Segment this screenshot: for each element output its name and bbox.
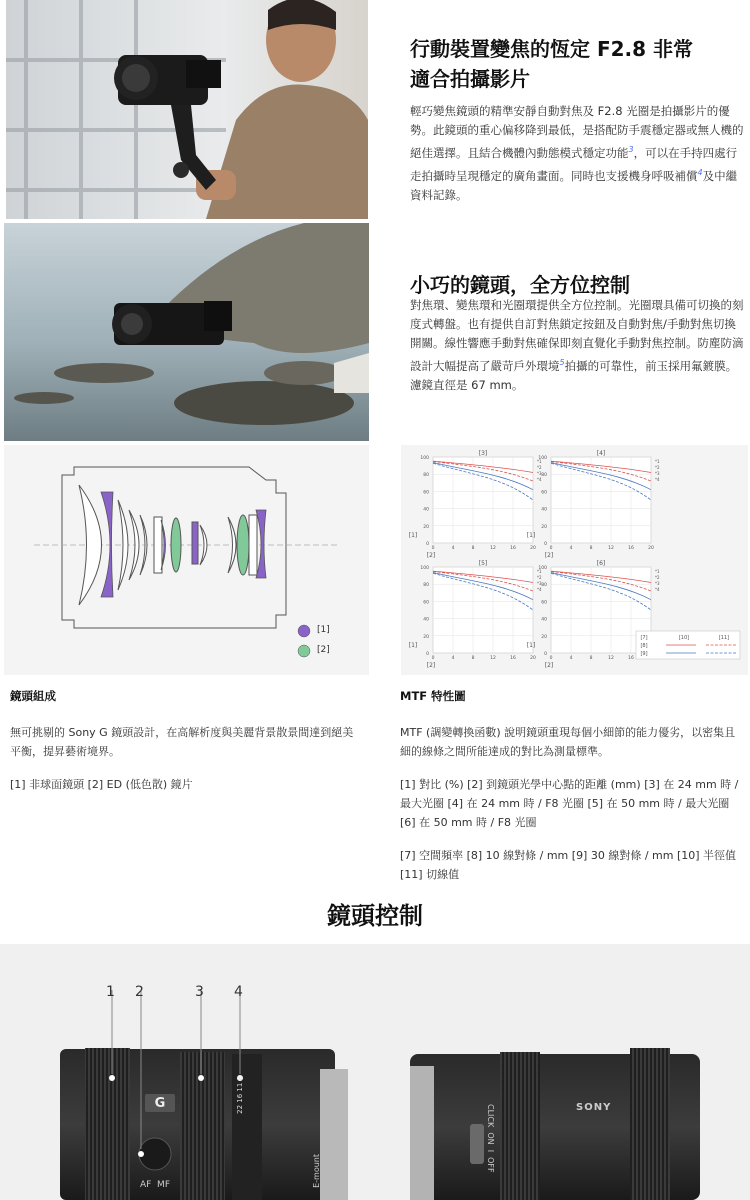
mtf-panel-title: [4] bbox=[596, 450, 606, 457]
mtf-series-label: *2 bbox=[537, 575, 542, 580]
mtf-x-tick: 20 bbox=[530, 546, 536, 551]
mtf-x-tick: 20 bbox=[648, 546, 654, 551]
mtf-x-tick: 0 bbox=[431, 656, 435, 661]
mtf-series-label: *3 bbox=[655, 581, 660, 586]
mtf-series-label: *4 bbox=[655, 587, 660, 592]
mtf-x-tick: 20 bbox=[530, 656, 536, 661]
mtf-panel-title: [3] bbox=[478, 450, 488, 457]
mtf-title: MTF 特性圖 bbox=[400, 689, 466, 703]
mtf-y-tick: 20 bbox=[541, 634, 547, 640]
mtf-y-tick: 60 bbox=[423, 600, 429, 606]
mtf-x-tick: 16 bbox=[510, 546, 516, 551]
mtf-series-label: *4 bbox=[655, 477, 660, 482]
mtf-x-tick: 12 bbox=[608, 656, 614, 661]
section1-title-line1: 行動裝置變焦的恆定 F2.8 非常 bbox=[410, 37, 694, 61]
section1-body-text-3: 及中繼資料記錄。 bbox=[410, 168, 738, 202]
mtf-y-tick: 100 bbox=[538, 566, 547, 571]
lens-construction-title: 鏡頭組成 bbox=[10, 689, 56, 703]
mtf-series-label: *1 bbox=[537, 569, 542, 574]
mtf-x-tick: 4 bbox=[569, 546, 573, 551]
callout-2[interactable]: 2 bbox=[135, 984, 144, 1000]
mtf-y-tick: 100 bbox=[420, 566, 429, 571]
section1-body-text: 輕巧變焦鏡頭的精準安靜自動對焦及 F2.8 光圈是拍攝影片的優勢。此鏡頭的重心偏移降到最低，是搭配防手震穩定器或無人機的絕佳選擇。且結合機體內動態模式穩定功能 bbox=[410, 104, 744, 160]
mtf-x-tick: 8 bbox=[589, 656, 593, 661]
mtf-y-tick: 20 bbox=[541, 524, 547, 530]
mtf-series-label: *1 bbox=[655, 569, 660, 574]
click-switch-label[interactable]: CLICK ON I OFF bbox=[486, 1104, 495, 1173]
mtf-legend-1: [1] 對比 (%) [2] 到鏡頭光學中心點的距離 (mm) [3] 在 24 mm 時 / 最大光圈 [4] 在 24 mm 時 / F8 光圈 [5] 在 50 mm 時 / 最大光圈 [6] 在 50 mm 時 / F8 光圈 bbox=[400, 778, 739, 829]
gimbal-camera-photo bbox=[6, 0, 368, 219]
sony-brand-label: SONY bbox=[576, 1102, 612, 1113]
aspherical-swatch bbox=[298, 625, 310, 637]
af-mf-switch-label[interactable]: AF MF bbox=[140, 1180, 170, 1190]
mtf-x-tick: 8 bbox=[471, 546, 475, 551]
footnote-ref-3[interactable]: 3 bbox=[628, 145, 634, 154]
mtf-legend-header: [7] bbox=[640, 635, 648, 641]
lens-control-illustration bbox=[0, 944, 750, 1200]
zoom-scale-text: 22 16 11 8 bbox=[236, 1076, 244, 1114]
mtf-charts bbox=[401, 445, 748, 675]
mtf-y-tick: 40 bbox=[541, 617, 547, 623]
mtf-x-tick: 0 bbox=[549, 546, 553, 551]
mtf-x-tick: 4 bbox=[569, 656, 573, 661]
mtf-y-tick: 80 bbox=[423, 473, 429, 479]
mtf-panel-title: [6] bbox=[596, 560, 606, 567]
mtf-y-tick: 100 bbox=[420, 456, 429, 461]
lens-control-heading: 鏡頭控制 bbox=[327, 902, 423, 930]
lens-construction-legend: [1] 非球面鏡頭 [2] ED (低色散) 鏡片 bbox=[10, 778, 193, 791]
mtf-x-tick: 16 bbox=[628, 656, 634, 661]
mtf-y-tick: 80 bbox=[541, 583, 547, 589]
mtf-x-tick: 16 bbox=[628, 546, 634, 551]
mtf-x-label: [2] bbox=[426, 662, 436, 669]
mtf-desc: MTF (調變轉換函數) 說明鏡頭重現每個小細節的能力優劣，以密集且細的線條之間所能達成的對比為測量標準。 bbox=[400, 726, 736, 758]
mtf-x-label: [2] bbox=[544, 662, 554, 669]
mtf-y-tick: 40 bbox=[423, 617, 429, 623]
section2-title: 小巧的鏡頭，全方位控制 bbox=[410, 273, 630, 297]
mtf-x-tick: 12 bbox=[608, 546, 614, 551]
mtf-panel-title: [5] bbox=[478, 560, 488, 567]
mtf-series-label: *2 bbox=[655, 465, 660, 470]
mtf-y-label: [1] bbox=[408, 532, 418, 539]
mtf-x-tick: 8 bbox=[589, 546, 593, 551]
footnote-ref-5[interactable]: 5 bbox=[559, 358, 565, 367]
mtf-legend-row: [8] bbox=[640, 643, 648, 649]
mtf-series-label: *4 bbox=[537, 477, 542, 482]
mtf-y-tick: 0 bbox=[426, 542, 429, 547]
mtf-y-tick: 60 bbox=[541, 490, 547, 496]
lens-control-panel bbox=[0, 944, 750, 1200]
callout-1[interactable]: 1 bbox=[106, 984, 115, 1000]
mtf-x-tick: 12 bbox=[490, 656, 496, 661]
lens-construction-diagram bbox=[4, 445, 369, 675]
mtf-x-label: [2] bbox=[544, 552, 554, 559]
mtf-legend-header: [10] bbox=[678, 635, 690, 641]
mtf-y-tick: 20 bbox=[423, 634, 429, 640]
section1-title bbox=[410, 34, 740, 94]
section2-body-text-2: 拍攝的可靠性，前玉採用氟鍍膜。濾鏡直徑是 67 mm。 bbox=[410, 358, 738, 392]
section2-body bbox=[410, 296, 744, 395]
mtf-text bbox=[400, 723, 746, 898]
mtf-y-tick: 20 bbox=[423, 524, 429, 530]
mtf-x-tick: 16 bbox=[510, 656, 516, 661]
mtf-series-label: *3 bbox=[655, 471, 660, 476]
mtf-y-tick: 80 bbox=[423, 583, 429, 589]
mtf-x-tick: 0 bbox=[431, 546, 435, 551]
legend-label-2: [2] bbox=[317, 645, 330, 655]
mtf-y-tick: 0 bbox=[544, 652, 547, 657]
mtf-chart-panel bbox=[401, 445, 748, 675]
mtf-legend-2: [7] 空間頻率 [8] 10 線對條 / mm [9] 30 線對條 / mm [10] 半徑值 [11] 切線值 bbox=[400, 849, 737, 881]
riverside-camera-photo bbox=[4, 223, 369, 441]
footnote-ref-4[interactable]: 4 bbox=[697, 167, 703, 177]
e-mount-label: E-mount bbox=[312, 1154, 321, 1188]
lens-cross-section bbox=[4, 445, 369, 675]
g-master-badge: G bbox=[154, 1096, 166, 1111]
section1-title-line2: 適合拍攝影片 bbox=[410, 67, 530, 91]
mtf-y-tick: 0 bbox=[426, 652, 429, 657]
mtf-y-label: [1] bbox=[526, 642, 536, 649]
mtf-y-tick: 60 bbox=[423, 490, 429, 496]
section1-body bbox=[410, 102, 744, 205]
section1-body-text-2: ，可以在手持四處行走拍攝時呈現穩定的廣角畫面。同時也支援機身呼吸補償 bbox=[410, 145, 738, 183]
mtf-x-tick: 4 bbox=[451, 546, 455, 551]
mtf-y-tick: 0 bbox=[544, 542, 547, 547]
mtf-series-label: *1 bbox=[655, 459, 660, 464]
mtf-y-tick: 40 bbox=[541, 507, 547, 513]
lens-construction-text bbox=[10, 723, 360, 808]
mtf-x-tick: 4 bbox=[451, 656, 455, 661]
mtf-x-tick: 12 bbox=[490, 546, 496, 551]
callout-4[interactable]: 4 bbox=[234, 984, 243, 1000]
section2-body-text: 對焦環、變焦環和光圈環提供全方位控制。光圈環具備可切換的刻度式轉盤。也有提供自訂對焦鎖定按鈕及自動對焦/手動對焦切換開關。線性響應手動對焦確保即刻直覺化手動對焦控制。防塵防滴設計大幅提高了嚴苛戶外環境 bbox=[410, 298, 744, 373]
legend-label-1: [1] bbox=[317, 625, 330, 635]
mtf-x-tick: 8 bbox=[471, 656, 475, 661]
mtf-y-tick: 80 bbox=[541, 473, 547, 479]
mtf-series-label: *4 bbox=[537, 587, 542, 592]
mtf-x-tick: 0 bbox=[549, 656, 553, 661]
mtf-y-tick: 100 bbox=[538, 456, 547, 461]
mtf-y-tick: 60 bbox=[541, 600, 547, 606]
callout-3[interactable]: 3 bbox=[195, 984, 204, 1000]
mtf-y-label: [1] bbox=[526, 532, 536, 539]
mtf-x-label: [2] bbox=[426, 552, 436, 559]
mtf-series-label: *3 bbox=[537, 581, 542, 586]
mtf-y-tick: 40 bbox=[423, 507, 429, 513]
mtf-legend-row: [9] bbox=[640, 651, 648, 657]
mtf-y-label: [1] bbox=[408, 642, 418, 649]
mtf-legend-header: [11] bbox=[718, 635, 730, 641]
mtf-series-label: *3 bbox=[537, 471, 542, 476]
ed-glass-swatch bbox=[298, 645, 310, 657]
lens-construction-desc: 無可挑剔的 Sony G 鏡頭設計，在高解析度與美麗背景散景間達到絕美平衡，提昇藝術境界。 bbox=[10, 726, 354, 758]
mtf-series-label: *2 bbox=[537, 465, 542, 470]
mtf-series-label: *2 bbox=[655, 575, 660, 580]
mtf-series-label: *1 bbox=[537, 459, 542, 464]
